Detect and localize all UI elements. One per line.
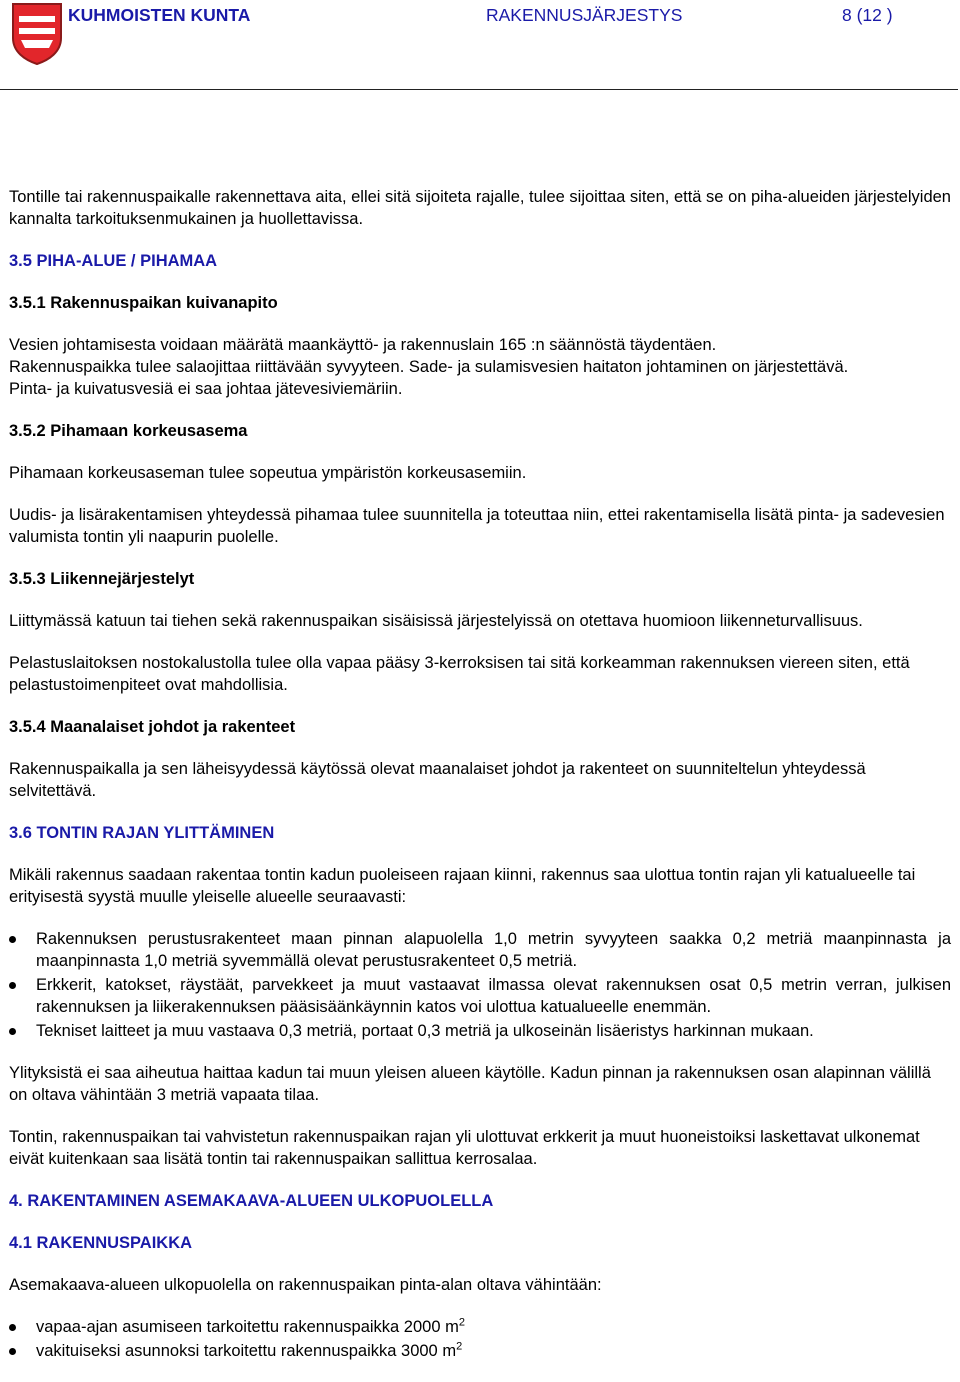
section-heading-3-5: 3.5 PIHA-ALUE / PIHAMAA: [9, 252, 218, 270]
paragraph-underground: Rakennuspaikalla ja sen läheisyydessä käytössä olevat maanalaiset johdot ja rakenteet on suunniteltelun yhteydessä selvitettävä.: [9, 760, 866, 800]
paragraph-traffic-b: Pelastuslaitoksen nostokalustolla tulee olla vapaa pääsy 3-kerroksisen tai sitä korkeamman rakennuksen viereen siten, että pelastustoimenpiteet ovat mahdollisia.: [9, 654, 910, 694]
paragraph-boundary-c: Tontin, rakennuspaikan tai vahvistetun rakennuspaikan rajan yli ulottuvat erkkerit ja muut huoneistoiksi laskettavat ulkonemat eivät kuitenkaan saa lisätä tontin tai rakennuspaikan sallittua kerrosalaa.: [9, 1128, 920, 1168]
bullet-icon: [9, 1324, 16, 1331]
bullet-icon: [9, 1348, 16, 1355]
bullet-icon: [9, 982, 16, 989]
paragraph-fence: Tontille tai rakennuspaikalle rakennettava aita, ellei sitä sijoiteta rajalle, tulee sijoittaa siten, että se on piha-alueiden järjestelyiden kannalta tarkoituksenmukainen ja huollettavissa.: [9, 188, 951, 228]
document-title: RAKENNUSJÄRJESTYS: [486, 5, 683, 25]
section-heading-4: 4. RAKENTAMINEN ASEMAKAAVA-ALUEEN ULKOPUOLELLA: [9, 1192, 494, 1210]
list-item: Rakennuksen perustusrakenteet maan pinnan alapuolella 1,0 metrin syvyyteen saakka 0,2 metriä maanpinnasta ja maanpinnasta 1,0 metriä syvemmällä olevat perustusrakenteet 0,5 metriä.: [9, 928, 951, 972]
page-header: [0, 0, 960, 92]
document-body: [9, 186, 951, 1382]
coat-of-arms-icon: [11, 2, 63, 66]
subsection-heading-3-5-1: 3.5.1 Rakennuspaikan kuivanapito: [9, 294, 278, 312]
header-divider: [0, 89, 958, 90]
list-item: vakituiseksi asunnoksi tarkoitettu rakennuspaikka 3000 $m^2$: [9, 1340, 951, 1362]
organization-name: KUHMOISTEN KUNTA: [68, 5, 251, 25]
subsection-heading-3-5-3: 3.5.3 Liikennejärjestelyt: [9, 570, 195, 588]
list-item: vapaa-ajan asumiseen tarkoitettu rakennuspaikka 2000 $m^2$: [9, 1316, 951, 1338]
plot-size-list: [9, 1316, 951, 1362]
boundary-list: [9, 928, 951, 1042]
section-heading-3-6: 3.6 TONTIN RAJAN YLITTÄMINEN: [9, 824, 275, 842]
paragraph-drainage-a: Vesien johtamisesta voidaan määrätä maankäyttö- ja rakennuslain 165 :n säännöstä täydentäen.: [9, 336, 717, 354]
paragraph-boundary-b: Ylityksistä ei saa aiheutua haittaa kadun tai muun yleisen alueen käytölle. Kadun pinnan ja rakennuksen osan alapinnan välillä on oltava vähintään 3 metriä vapaata tilaa.: [9, 1064, 931, 1104]
paragraph-elevation-b: Uudis- ja lisärakentamisen yhteydessä pihamaa tulee suunnitella ja toteuttaa niin, ettei rakentamisella lisätä pinta- ja sadevesien valumista tontin yli naapurin puolelle.: [9, 506, 945, 546]
paragraph-boundary-intro: Mikäli rakennus saadaan rakentaa tontin kadun puoleiseen rajaan kiinni, rakennus saa ulottua tontin rajan yli katualueelle tai erityisestä syystä muulle yleiselle alueelle seuraavasti:: [9, 866, 916, 906]
bullet-icon: [9, 1028, 16, 1035]
bullet-icon: [9, 936, 16, 943]
paragraph-drainage-c: Pinta- ja kuivatusvesiä ei saa johtaa jätevesiviemäriin.: [9, 380, 403, 398]
list-item: Erkkerit, katokset, räystäät, parvekkeet ja muut vastaavat ilmassa olevat rakennuksen osat 0,5 metrin verran, julkisen rakennuksen ja liikerakennuksen pääsisäänkäynnin katos voi ulottua katualueelle enemmän.: [9, 974, 951, 1018]
paragraph-drainage-b: Rakennuspaikka tulee salaojittaa riittävään syvyyteen. Sade- ja sulamisvesien haitaton johtaminen on järjestettävä.: [9, 358, 849, 376]
paragraph-traffic-a: Liittymässä katuun tai tiehen sekä rakennuspaikan sisäisissä järjestelyissä on otettava huomioon liikenneturvallisuus.: [9, 612, 863, 630]
section-heading-4-1: 4.1 RAKENNUSPAIKKA: [9, 1234, 193, 1252]
page-number: 8 (12 ): [842, 5, 893, 25]
subsection-heading-3-5-2: 3.5.2 Pihamaan korkeusasema: [9, 422, 248, 440]
paragraph-elevation-a: Pihamaan korkeusaseman tulee sopeutua ympäristön korkeusasemiin.: [9, 464, 527, 482]
list-item: Tekniset laitteet ja muu vastaava 0,3 metriä, portaat 0,3 metriä ja ulkoseinän lisäeristys harkinnan mukaan.: [9, 1020, 951, 1042]
subsection-heading-3-5-4: 3.5.4 Maanalaiset johdot ja rakenteet: [9, 718, 296, 736]
paragraph-plot-size: Asemakaava-alueen ulkopuolella on rakennuspaikan pinta-alan oltava vähintään:: [9, 1276, 602, 1294]
